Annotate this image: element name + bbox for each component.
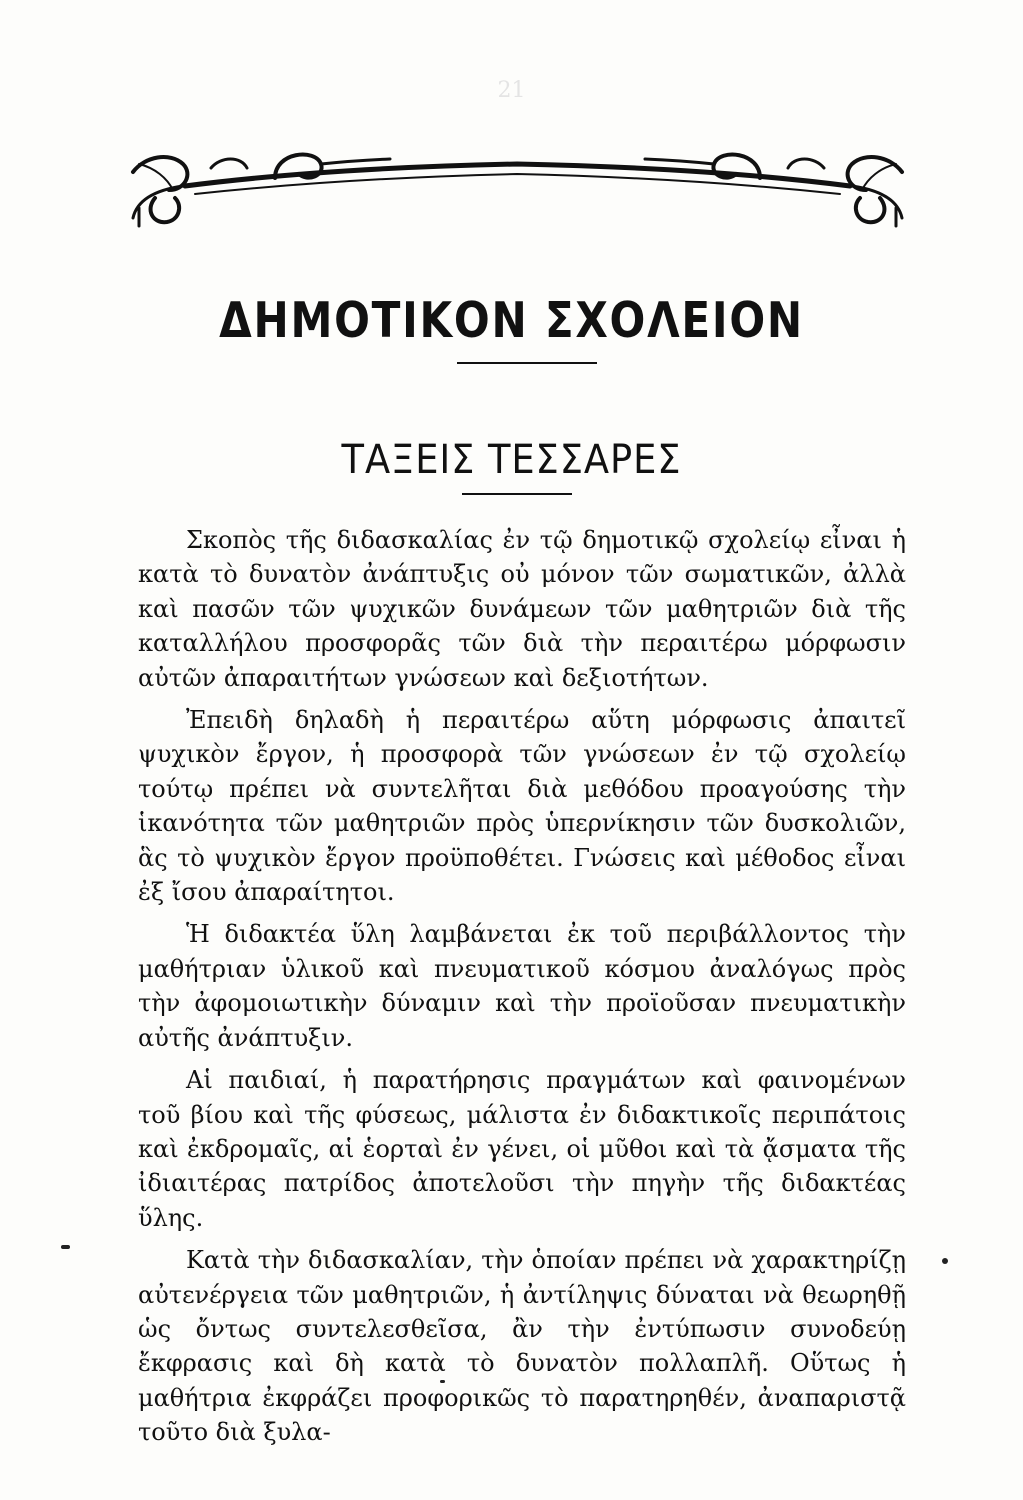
page-title: ΔΗΜΟΤΙΚΟΝ ΣΧΟΛΕΙΟΝ bbox=[219, 292, 804, 349]
body-text bbox=[138, 523, 906, 1458]
paragraph: Κατὰ τὴν διδασκαλίαν, τὴν ὁποίαν πρέπει νὰ χαρακτηρίζῃ αὐτενέργεια τῶν μαθητριῶν, ἡ ἀντίληψις δύναται νὰ θεωρηθῇ ὡς ὄντως συντελεσθεῖσα, ἂν τὴν ἐντύπωσιν συνοδεύῃ ἔκφρασις καὶ δὴ κατὰ τὸ δυνατὸν πολλαπλῆ. Οὕτως ἡ μαθήτρια ἐκφράζει προφορικῶς τὸ παρατηρηθέν, ἀναπαριστᾷ τοῦτο διὰ ξυλα- bbox=[138, 1246, 906, 1447]
floral-scroll-header-ornament-icon bbox=[125, 138, 910, 230]
paragraph: Ἐπειδὴ δηλαδὴ ἡ περαιτέρω αὕτη μόρφωσις ἀπαιτεῖ ψυχικὸν ἔργον, ἡ προσφορὰ τῶν γνώσεων ἐν τῷ σχολείῳ τούτῳ πρέπει νὰ συντελῆται διὰ μεθόδου προαγούσης τὴν ἱκανότητα τῶν μαθητριῶν πρὸς ὑπερνίκησιν τῶν δυσκολιῶν, ἃς τὸ ψυχικὸν ἔργον προϋποθέτει. Γνώσεις καὶ μέθοδος εἶναι ἐξ ἴσου ἀπαραίτητοι. bbox=[138, 706, 906, 907]
ink-speck bbox=[61, 1245, 70, 1249]
ink-speck bbox=[942, 1258, 948, 1264]
page-number: 21 bbox=[497, 78, 526, 103]
paragraph: Σκοπὸς τῆς διδασκαλίας ἐν τῷ δημοτικῷ σχολείῳ εἶναι ἡ κατὰ τὸ δυνατὸν ἀνάπτυξις οὐ μόνον τῶν σωματικῶν, ἀλλὰ καὶ πασῶν τῶν ψυχικῶν δυνάμεων τῶν μαθητριῶν διὰ τῆς καταλλήλου προσφορᾶς τῶν διὰ τὴν περαιτέρω μόρφωσιν αὐτῶν ἀπαραιτήτων γνώσεων καὶ δεξιοτήτων. bbox=[138, 526, 906, 692]
paragraph: Αἱ παιδιαί, ἡ παρατήρησις πραγμάτων καὶ φαινομένων τοῦ βίου καὶ τῆς φύσεως, μάλιστα ἐν διδακτικοῖς περιπάτοις καὶ ἐκδρομαῖς, αἱ ἑορταὶ ἐν γένει, οἱ μῦθοι καὶ τὰ ᾄσματα τῆς ἰδιαιτέρας πατρίδος ἀποτελοῦσι τὴν πηγὴν τῆς διδακτέας ὕλης. bbox=[138, 1066, 906, 1232]
subtitle-divider bbox=[462, 493, 572, 495]
title-divider bbox=[457, 362, 597, 364]
paragraph: Ἡ διδακτέα ὕλη λαμβάνεται ἐκ τοῦ περιβάλλοντος τὴν μαθήτριαν ὑλικοῦ καὶ πνευματικοῦ κόσμου ἀναλόγως πρὸς τὴν ἀφομοιωτικὴν δύναμιν καὶ τὴν προϊοῦσαν πνευματικὴν αὐτῆς ἀνάπτυξιν. bbox=[138, 920, 906, 1052]
ink-speck bbox=[440, 1380, 445, 1383]
section-subtitle: ΤΑΞΕΙΣ ΤΕΣΣΑΡΕΣ bbox=[341, 437, 682, 483]
